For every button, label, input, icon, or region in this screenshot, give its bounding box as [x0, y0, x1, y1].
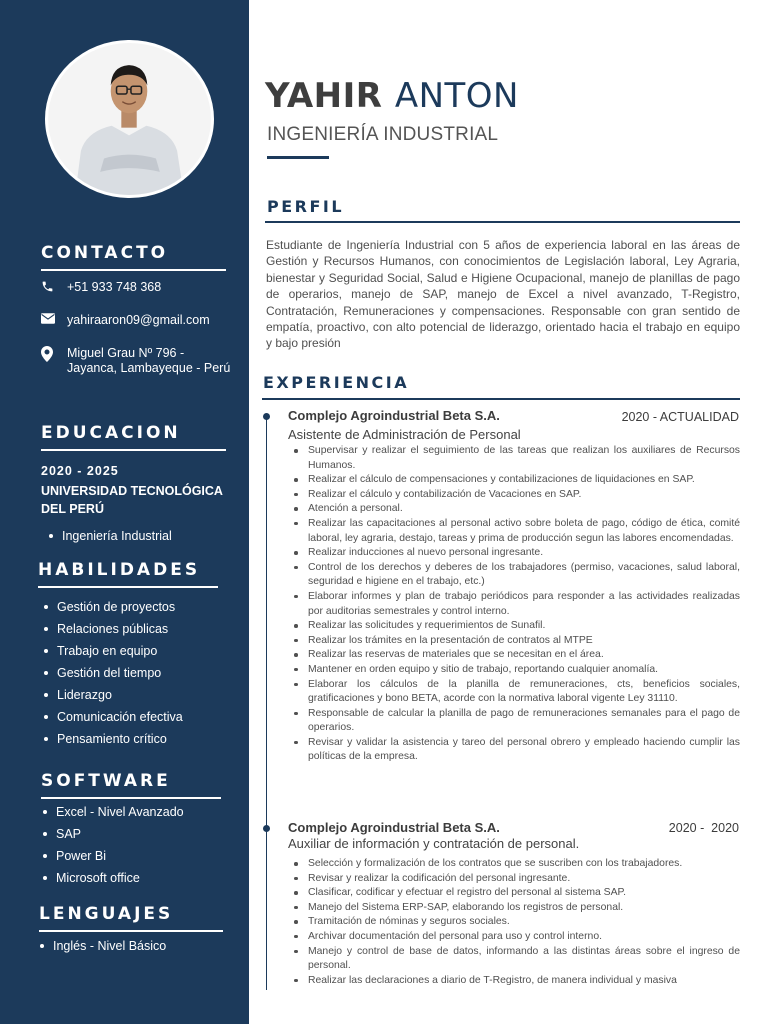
list-item: Pensamiento crítico [42, 728, 183, 750]
list-item: Relaciones públicas [42, 618, 183, 640]
address-line-1: Miguel Grau Nº 796 - [67, 346, 185, 360]
address-row [41, 346, 230, 376]
list-item: Archivar documentación del personal para uso y control interno. [291, 930, 740, 945]
list-item: Realizar los trámites en la presentación de contratos al MTPE [291, 634, 740, 649]
list-item: Inglés - Nivel Básico [38, 935, 166, 957]
timeline-dot [263, 825, 270, 832]
languages-divider [39, 930, 223, 932]
phone-text: +51 933 748 368 [67, 280, 162, 294]
list-item: Realizar el cálculo y contabilización de Vacaciones en SAP. [291, 488, 740, 503]
address-text [67, 346, 230, 376]
software-divider [41, 797, 221, 799]
candidate-name [265, 76, 519, 116]
list-item: Supervisar y realizar el seguimiento de las tareas que realizan los auxiliares de Recursos Humanos. [291, 444, 740, 473]
list-item: SAP [41, 823, 184, 845]
phone-row[interactable] [41, 280, 161, 295]
list-item: Responsable de calcular la planilla de pago de remuneraciones semanales para el pago de operarios. [291, 707, 740, 736]
education-divider [41, 449, 226, 451]
list-item: Trabajo en equipo [42, 640, 183, 662]
contact-section [41, 243, 226, 271]
list-item: Power Bi [41, 845, 184, 867]
list-item: Realizar las declaraciones a diario de T-Registro, de manera individual y masiva [291, 974, 740, 989]
experience-divider [262, 398, 740, 400]
list-item: Revisar y validar la asistencia y tareo del personal obrero y empleado haciendo cumplir las políticas de la empresa. [291, 736, 740, 765]
skills-list [42, 596, 183, 750]
education-entry [41, 464, 241, 547]
profile-divider [265, 221, 740, 223]
school-line-1: UNIVERSIDAD TECNOLÓGICA [41, 484, 223, 498]
skills-divider [38, 586, 218, 588]
location-icon [41, 346, 67, 362]
list-item: Liderazgo [42, 684, 183, 706]
email-row[interactable] [41, 313, 210, 328]
school-line-2: DEL PERÚ [41, 502, 104, 516]
list-item: Elaborar los cálculos de la planilla de remuneraciones, cts, beneficios sociales, gratificaciones y bono BETA, acorde con la normativa laboral vigente Ley 31110. [291, 678, 740, 707]
address-line-2: Jayanca, Lambayeque - Perú [67, 361, 231, 375]
list-item: Comunicación efectiva [42, 706, 183, 728]
profile-heading: PERFIL [267, 197, 345, 216]
list-item: Realizar inducciones al nuevo personal ingresante. [291, 546, 740, 561]
list-item: Manejo y control de base de datos, informando a las distintas áreas sobre el ingreso de personal. [291, 945, 740, 974]
software-section [41, 771, 221, 799]
languages-section [39, 904, 223, 932]
profile-text: Estudiante de Ingeniería Industrial con 5 años de experiencia laboral en las áreas de Gestión y Recursos Humanos, con conocimientos de Legislación laboral, Ley Agraria, bienestar y Seguridad Social, Salud e Higiene Ocupacional, manejo de planillas de pago de operarios, manejo de SAP, manejo de Excel a nivel avanzado, T-Registro, Contratación, Remuneraciones y compensaciones. Responsable con gran sentido de empatía, proactivo, con alto potencial de liderazgo, orientado hacia el trabajo en equipo y bajo presión [266, 238, 740, 351]
list-item: Atención a personal. [291, 502, 740, 517]
candidate-role: INGENIERÍA INDUSTRIAL [267, 124, 499, 145]
skills-section [38, 560, 218, 588]
list-item: Mantener en orden equipo y sitio de trabajo, reportando cualquier anomalía. [291, 663, 740, 678]
job-dates: 2020 - ACTUALIDAD [621, 410, 739, 424]
list-item: Revisar y realizar la codificación del personal ingresante. [291, 872, 740, 887]
education-years: 2020 - 2025 [41, 464, 119, 478]
languages-heading: LENGUAJES [39, 904, 174, 924]
job-tasks [291, 857, 740, 988]
skills-heading: HABILIDADES [38, 560, 201, 580]
education-programs [47, 525, 241, 547]
list-item: Realizar las capacitaciones al personal activo sobre boleta de pago, código de ética, comité laboral, ley agraria, destajo, tareas y prima de producción segun las labores encomendadas. [291, 517, 740, 546]
mail-icon [41, 313, 67, 324]
first-name: YAHIR [265, 76, 383, 116]
education-school [41, 482, 241, 518]
list-item: Excel - Nivel Avanzado [41, 801, 184, 823]
list-item: Realizar las solicitudes y requerimientos de Sunafil. [291, 619, 740, 634]
job-tasks [291, 444, 740, 765]
job-title: Asistente de Administración de Personal [288, 427, 521, 442]
experience-heading: EXPERIENCIA [263, 373, 410, 392]
list-item: Selección y formalización de los contratos que se suscriben con los trabajadores. [291, 857, 740, 872]
job-company: Complejo Agroindustrial Beta S.A. [288, 820, 500, 835]
list-item: Manejo del Sistema ERP-SAP, elaborando los registros de personal. [291, 901, 740, 916]
contact-heading: CONTACTO [41, 243, 169, 263]
list-item: Control de los derechos y deberes de los trabajadores (permiso, vacaciones, salud laboral, seguridad e higiene en el trabajo, etc.) [291, 561, 740, 590]
list-item: Tramitación de nóminas y seguros sociales. [291, 915, 740, 930]
list-item: Realizar las reservas de materiales que se necesitan en el área. [291, 648, 740, 663]
job-dates: 2020 - 2020 [668, 821, 739, 835]
avatar [45, 40, 214, 198]
education-section [41, 423, 226, 451]
list-item: Microsoft office [41, 867, 184, 889]
timeline-line [266, 417, 267, 990]
timeline-dot [263, 413, 270, 420]
list-item: Gestión del tiempo [42, 662, 183, 684]
list-item: Ingeniería Industrial [47, 525, 241, 547]
software-heading: SOFTWARE [41, 771, 171, 791]
sidebar [0, 0, 249, 1024]
profile-photo [48, 43, 211, 195]
contact-divider [41, 269, 226, 271]
list-item: Realizar el cálculo de compensaciones y contabilizaciones de liquidaciones en SAP. [291, 473, 740, 488]
list-item: Clasificar, codificar y efectuar el registro del personal al sistema SAP. [291, 886, 740, 901]
software-list [41, 801, 184, 889]
list-item: Gestión de proyectos [42, 596, 183, 618]
job-company: Complejo Agroindustrial Beta S.A. [288, 408, 500, 423]
email-text: yahiraaron09@gmail.com [67, 313, 210, 327]
list-item: Elaborar informes y plan de trabajo periódicos para responder a las actividades realizadas por auditorias semestrales y control interno. [291, 590, 740, 619]
role-divider [267, 156, 329, 159]
languages-list [38, 935, 166, 957]
job-title: Auxiliar de información y contratación de personal. [288, 836, 580, 851]
phone-icon [41, 280, 67, 293]
last-name: ANTON [394, 76, 519, 116]
education-heading: EDUCACION [41, 423, 181, 443]
